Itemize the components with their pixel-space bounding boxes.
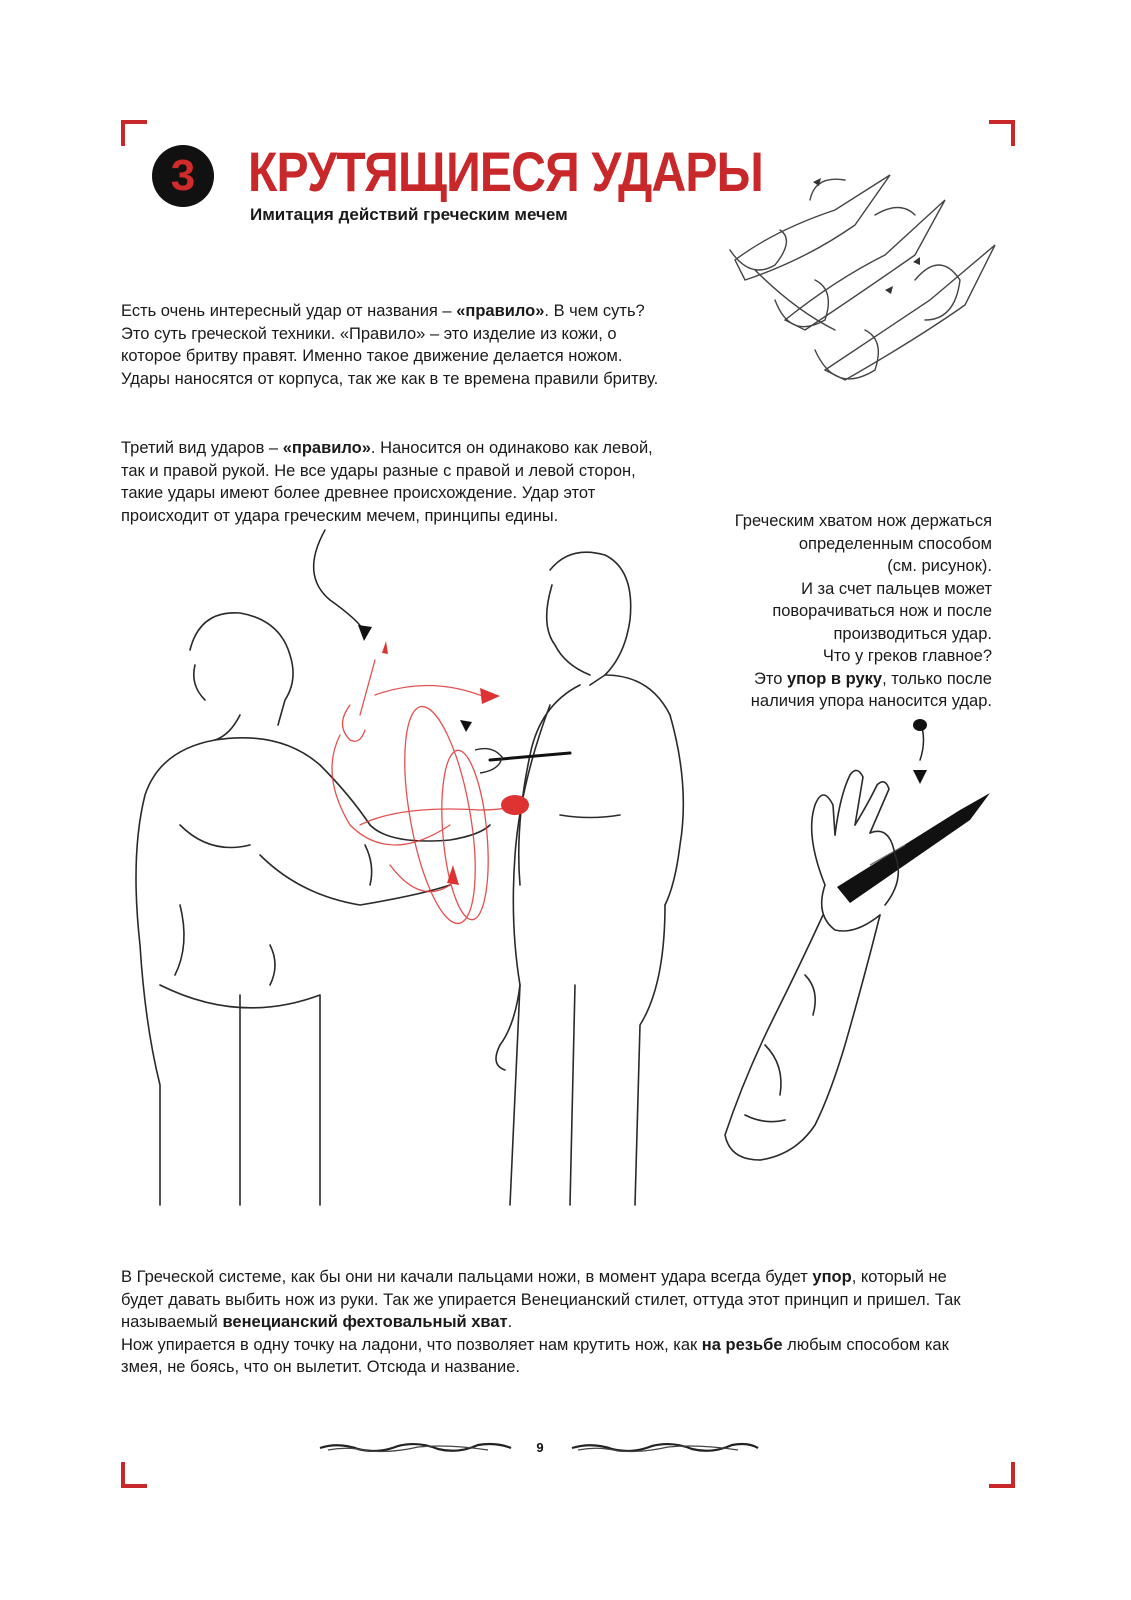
intro-line-2: Это суть греческой техники. «Правило» – это изделие из кожи, о xyxy=(121,324,617,343)
two-figures-strike-illustration xyxy=(120,525,700,1215)
page-number: 9 xyxy=(536,1440,544,1455)
section-number-badge xyxy=(152,145,214,207)
note-line-1: Греческим хватом нож держаться xyxy=(734,512,992,530)
greek-grip-note xyxy=(700,510,992,713)
venetian-line-3: называемый венецианский фехтовальный хват. xyxy=(121,1313,513,1331)
technique-line-2: так и правой рукой. Не все удары разные с правой и левой сторон, xyxy=(121,461,636,480)
note-line-7: Что у греков главное? xyxy=(822,647,992,665)
page-title: КРУТЯЩИЕСЯ УДАРЫ xyxy=(248,140,763,203)
venetian-line-1: В Греческой системе, как бы они ни качали пальцами ножи, в момент удара всегда будет упор, который не xyxy=(121,1268,947,1286)
note-line-3: (см. рисунок). xyxy=(887,557,992,575)
venetian-line-4: Нож упирается в одну точку на ладони, что позволяет нам крутить нож, как на резьбе любым способом как xyxy=(121,1335,949,1354)
intro-line-4: Удары наносятся от корпуса, так же как в те времена правили бритву. xyxy=(121,369,659,388)
corner-mark-top-right xyxy=(989,120,1015,146)
footer-ornament-right xyxy=(570,1438,760,1458)
note-line-2: определенным способом xyxy=(798,534,992,553)
technique-line-3: такие удары имеют более древнее происхождение. Удар этот xyxy=(121,484,596,502)
note-line-8: Это упор в руку, только после xyxy=(753,669,992,688)
intro-line-3: которое бритву правят. Именно такое движение делается ножом. xyxy=(121,347,623,365)
intro-paragraph xyxy=(121,300,681,390)
venetian-grip-paragraph xyxy=(121,1266,991,1379)
spinning-knives-sketch xyxy=(715,170,1000,395)
technique-line-4: происходит от удара греческим мечем, принципы едины. xyxy=(121,506,559,525)
footer-ornament-left xyxy=(318,1438,513,1458)
note-line-9: наличия упора наносится удар. xyxy=(750,692,992,710)
greek-grip-hand-illustration xyxy=(705,715,1005,1175)
section-number: 3 xyxy=(170,151,196,200)
note-line-5: поворачиваться нож и после xyxy=(772,602,992,620)
corner-mark-bottom-right xyxy=(989,1462,1015,1488)
venetian-line-2: будет давать выбить нож из руки. Так же упирается Венецианский стилет, оттуда этот принцип и пришел. Так xyxy=(121,1290,961,1309)
note-line-4: И за счет пальцев может xyxy=(801,579,992,598)
corner-mark-top-left xyxy=(121,120,147,146)
technique-line-1: Третий вид ударов – «правило». Наносится он одинаково как левой, xyxy=(121,439,653,457)
intro-line-1: Есть очень интересный удар от названия – «правило». В чем суть? xyxy=(121,302,645,320)
note-line-6: производиться удар. xyxy=(833,624,992,643)
technique-paragraph xyxy=(121,437,681,527)
page-subtitle: Имитация действий греческим мечем xyxy=(250,205,568,224)
corner-mark-bottom-left xyxy=(121,1462,147,1488)
venetian-line-5: змея, не боясь, что он вылетит. Отсюда и название. xyxy=(121,1358,520,1376)
